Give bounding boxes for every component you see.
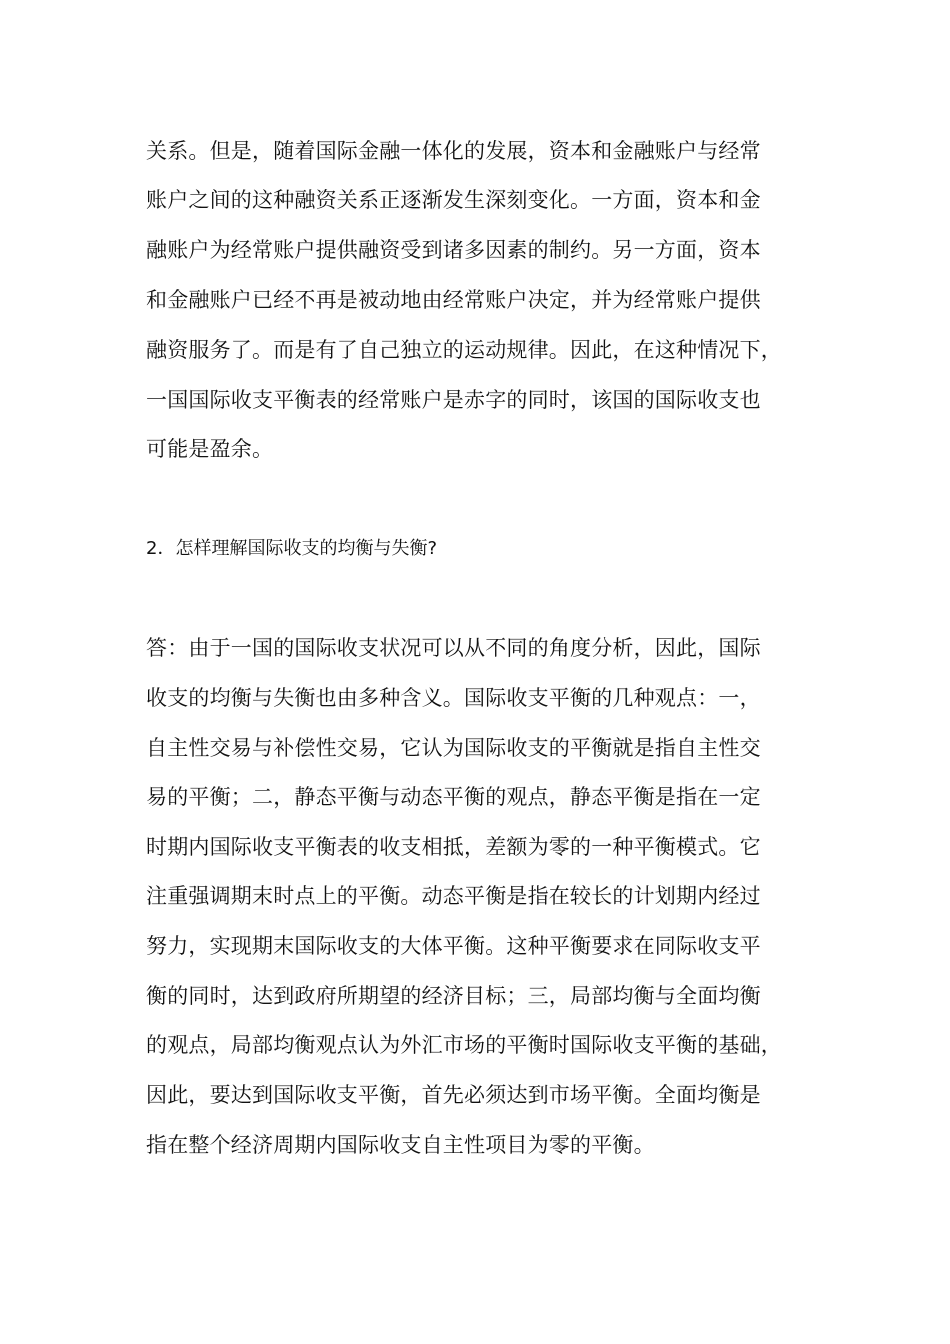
paragraph-line: 账户之间的这种融资关系正逐渐发生深刻变化。一方面，资本和金 <box>146 188 761 212</box>
answer-line: 努力，实现期末国际收支的大体平衡。这种平衡要求在同际收支平 <box>146 934 761 958</box>
answer-line: 易的平衡；二，静态平衡与动态平衡的观点，静态平衡是指在一定 <box>146 785 761 809</box>
answer-line: 注重强调期末时点上的平衡。动态平衡是指在较长的计划期内经过 <box>146 884 761 908</box>
answer-line: 指在整个经济周期内国际收支自主性项目为零的平衡。 <box>146 1133 655 1157</box>
answer-line: 时期内国际收支平衡表的收支相抵，差额为零的一种平衡模式。它 <box>146 835 761 859</box>
paragraph-line: 融账户为经常账户提供融资受到诸多因素的制约。另一方面，资本 <box>146 238 761 262</box>
answer-line: 的观点，局部均衡观点认为外汇市场的平衡时国际收支平衡的基础， <box>146 1033 782 1057</box>
answer-line: 收支的均衡与失衡也由多种含义。国际收支平衡的几种观点：一， <box>146 686 761 710</box>
question-heading: 2．怎样理解国际收支的均衡与失衡? <box>146 538 438 559</box>
paragraph-line: 一国国际收支平衡表的经常账户是赤字的同时，该国的国际收支也 <box>146 388 761 412</box>
answer-line: 答：由于一国的国际收支状况可以从不同的角度分析，因此，国际 <box>146 636 761 660</box>
answer-line: 因此，要达到国际收支平衡，首先必须达到市场平衡。全面均衡是 <box>146 1083 761 1107</box>
paragraph-line: 关系。但是，随着国际金融一体化的发展，资本和金融账户与经常 <box>146 139 761 163</box>
paragraph-line: 融资服务了。而是有了自己独立的运动规律。因此，在这种情况下， <box>146 338 782 362</box>
answer-line: 自主性交易与补偿性交易，它认为国际收支的平衡就是指自主性交 <box>146 736 761 760</box>
answer-line: 衡的同时，达到政府所期望的经济目标；三，局部均衡与全面均衡 <box>146 984 761 1008</box>
paragraph-line: 和金融账户已经不再是被动地由经常账户决定，并为经常账户提供 <box>146 288 761 312</box>
paragraph-line: 可能是盈余。 <box>146 437 274 461</box>
